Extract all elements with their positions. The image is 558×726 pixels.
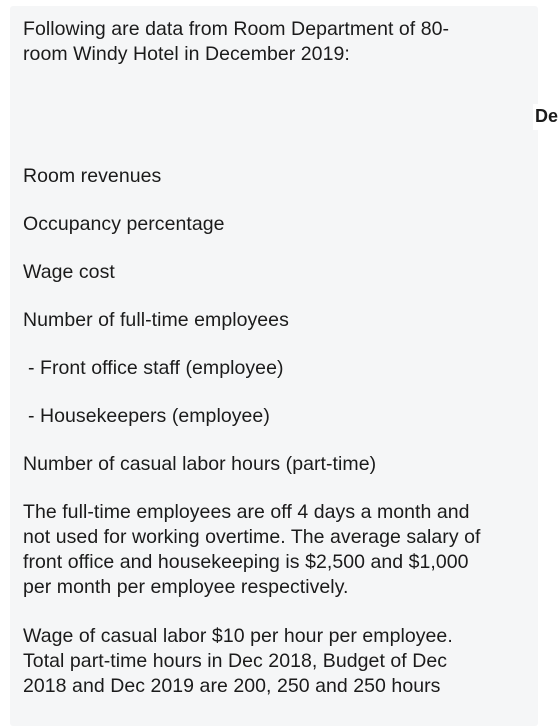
note2-line-1: Wage of casual labor $10 per hour per employee. xyxy=(23,625,453,647)
clipped-table-header xyxy=(533,104,558,130)
note2-line-2: Total part-time hours in Dec 2018, Budget of Dec xyxy=(23,650,448,672)
note2-line-3: 2018 and Dec 2019 are 200, 250 and 250 hours xyxy=(23,675,441,697)
note1-line-1: The full-time employees are off 4 days a month and xyxy=(23,501,470,523)
item-casual-labor-hours: Number of casual labor hours (part-time) xyxy=(23,453,377,475)
note1-line-4: per month per employee respectively. xyxy=(23,576,349,598)
item-room-revenues: Room revenues xyxy=(23,165,162,187)
item-front-office-staff: - Front office staff (employee) xyxy=(28,357,284,379)
item-wage-cost: Wage cost xyxy=(23,261,115,283)
note1-line-3: front office and housekeeping is $2,500 and $1,000 xyxy=(23,551,469,573)
item-full-time-employees: Number of full-time employees xyxy=(23,309,289,331)
intro-line-2: room Windy Hotel in December 2019: xyxy=(23,43,350,65)
item-housekeepers: - Housekeepers (employee) xyxy=(28,405,270,427)
note1-line-2: not used for working overtime. The average salary of xyxy=(23,526,481,548)
item-occupancy-percentage: Occupancy percentage xyxy=(23,213,225,235)
clipped-header-text: De xyxy=(535,106,558,126)
intro-line-1: Following are data from Room Department of 80- xyxy=(23,18,450,40)
